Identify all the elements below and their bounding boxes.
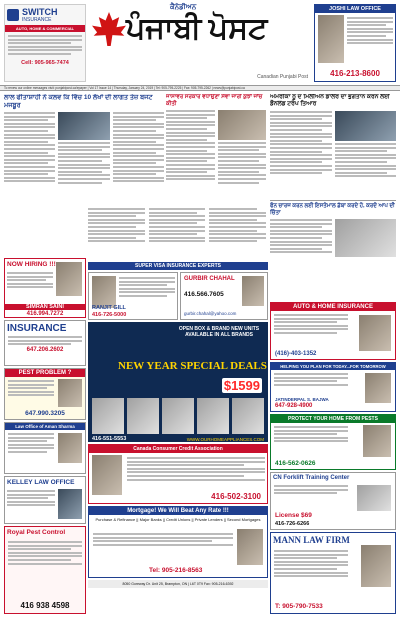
royal-pest-ad <box>4 526 86 614</box>
ranjit-services <box>119 277 175 299</box>
ranjit-phone: 416-726-5000 <box>92 312 127 318</box>
simran-photo <box>56 262 82 296</box>
helping-title: HELPING YOU PLAN FOR TODAY...FOR TOMORROW <box>271 363 395 370</box>
planning-ad <box>270 362 396 412</box>
lawyer-photo <box>318 15 344 63</box>
joshi-title: JOSHI LAW OFFICE <box>315 5 395 13</box>
kelley-ad <box>4 476 86 524</box>
article-right <box>270 94 396 198</box>
planning-list <box>271 370 351 390</box>
royal-pest-phone: 416 938 4598 <box>20 601 70 610</box>
price-tag: $1599 <box>223 378 260 393</box>
credit-phone: 416-502-3100 <box>211 492 261 501</box>
info-bar <box>0 85 400 91</box>
article-left <box>4 94 164 204</box>
jatinder-phone: 647-928-4900 <box>275 403 313 409</box>
jatinder-name: JATINDERPAL S. BAJWA <box>275 397 329 402</box>
ranjit-photo <box>92 276 116 308</box>
mann-photo <box>361 545 391 587</box>
switch-logo <box>5 5 85 25</box>
mortgage-title: Mortgage! We Will Beat Any Rate !!! <box>89 507 267 515</box>
switch-tag: AUTO, HOME & COMMERCIAL <box>5 25 85 32</box>
hiring-ad <box>4 258 86 318</box>
mortgage-sub: Purchase & Refinance || Major Banks || Credit Unions || Private Lenders || Second Mortgages <box>95 517 261 522</box>
mann-phone: T: 905-790-7533 <box>275 603 323 610</box>
credit-text <box>127 457 265 482</box>
gurbir-ad <box>180 272 268 320</box>
new-year-text: NEW YEAR SPECIAL DEALS <box>118 360 267 372</box>
appliance-ad <box>88 322 268 442</box>
article-center-col2 <box>218 142 267 184</box>
pest-phone: 647.990.3205 <box>25 410 65 417</box>
article-mid-left <box>88 208 266 260</box>
auto-phone: (416)-403-1352 <box>275 351 317 357</box>
protect-ad <box>270 414 396 470</box>
forklift-list <box>271 483 351 498</box>
royal-pest-list <box>5 538 85 569</box>
switch-cell: Cell: 905-965-7474 <box>21 59 69 66</box>
aman-title: Law Office of Aman Sharma <box>5 423 85 430</box>
super-visa-banner <box>88 262 268 270</box>
mortgage-photo <box>237 529 263 565</box>
gurbir-phone: 416.566.7605 <box>184 291 224 298</box>
switch-name: SWITCH <box>22 7 58 17</box>
article-right-col2 <box>335 143 397 177</box>
headline-right: ਅਮਰੀਕਾ ਨੂੰ ਦੋ ਮਿਲੀਅਨ ਡਾਲਰ ਦਾ ਭੁਗਤਾਨ ਕਰਨ ਲਈ ਡੌਨਲਡ ਟਰੰਪ ਤਿਆਰ <box>270 94 390 107</box>
stove-icon <box>162 398 194 434</box>
hiring-label: NOW HIRING !!! <box>7 261 56 268</box>
article-left-col2 <box>58 142 109 184</box>
credit-photo <box>92 455 122 495</box>
article-left-col1 <box>4 112 55 185</box>
joshi-services <box>347 17 393 46</box>
openbox-text: OPEN BOX & BRAND NEW UNITS AVAILABLE IN ALL BRANDS <box>178 326 260 338</box>
mortgage-ad <box>88 506 268 578</box>
auto-home-photo <box>359 315 391 351</box>
joshi-ad <box>314 4 396 82</box>
gurbir-name: GURBIR CHAHAL <box>184 276 235 282</box>
aman-list <box>5 430 57 458</box>
pest-ad <box>4 368 86 420</box>
insurance-phone: 647.206.2602 <box>26 346 64 353</box>
appliance-website[interactable]: WWW.OURHOMEAPPLIANCES.COM <box>186 437 264 442</box>
royal-pest-title: Royal Pest Control <box>7 529 66 536</box>
headline-center: ਜਾਸਾਵਰ ਸਰਕਾਰ ਵਧਾਉਣਾ ਸੇਵਾ ਜਾਰੀ ਕੁਝਾਂ ਜਾਂਚ ਕੀਤੀ <box>166 94 263 107</box>
appliance-row <box>92 398 264 434</box>
maple-leaf-icon <box>92 12 126 46</box>
article-photo <box>58 112 109 140</box>
article-right-2 <box>270 200 396 300</box>
forklift-icon <box>357 485 391 511</box>
joshi-phone: 416-213-8600 <box>330 69 380 78</box>
trump-photo <box>335 111 397 141</box>
ranjit-name: RANJIT GILL <box>92 305 126 311</box>
kelley-photo <box>58 489 82 519</box>
pest-label: PEST PROBLEM ? <box>5 369 85 377</box>
tagline: Canadian Punjabi Post <box>257 74 308 80</box>
mortgage-details <box>93 533 233 547</box>
insurance-title: INSURANCE <box>7 323 67 334</box>
forklift-title: CN Forklift Training Center <box>273 475 350 481</box>
aman-photo <box>58 433 82 463</box>
auto-home-ad <box>270 302 396 360</box>
gurbir-email: gurbir.chahal@yahoo.com <box>184 311 237 316</box>
switch-ad <box>4 4 86 82</box>
article-center-photo <box>218 110 267 140</box>
credit-ad <box>88 444 268 504</box>
mann-title: MANN LAW FIRM <box>273 535 350 545</box>
pest-list <box>5 377 57 401</box>
mid-headline: ਫੋਨ ਚਾਰਜ ਕਰਨ ਲਈ ਇਸਤੇਮਾਲ ਡੱਬਾ ਕਰਦੇ ਹੋ, ਕਰਦੋ ਆਪ ਦੀ ਚਿੰਤਾ <box>270 203 395 216</box>
mann-list <box>271 547 351 582</box>
dryer-icon <box>197 398 229 434</box>
masthead <box>90 2 310 82</box>
article-mid-text <box>88 208 266 244</box>
protect-title: PROTECT YOUR HOME FROM PESTS <box>271 415 395 423</box>
simran-name: SIMRAN SAINI <box>5 304 85 310</box>
protect-photo <box>363 425 391 457</box>
page-title: ਪੰਜਾਬੀ ਪੋਸਟ <box>126 12 268 45</box>
article-center-col1 <box>166 110 215 185</box>
super-visa-text: SUPER VISA INSURANCE EXPERTS <box>135 263 221 269</box>
phone-charger-photo <box>335 219 397 257</box>
forklift-phone: 416-726-6266 <box>275 521 310 527</box>
credit-title: Canada Consumer Credit Association <box>89 445 267 453</box>
article-right2-col1 <box>270 219 332 257</box>
forklift-license: License $69 <box>275 512 312 519</box>
auto-home-list <box>271 311 351 339</box>
footer-address: 8050 Goreway Dr. Unit 25, Brampton, ON | L6T 0T9 Fax: 905-216-6392 <box>122 582 234 586</box>
kelley-list <box>5 488 57 510</box>
article-right-col1 <box>270 111 332 179</box>
article-left-col3 <box>113 112 164 185</box>
jatinder-photo <box>365 373 391 403</box>
pest-photo <box>58 379 82 407</box>
fridge-icon <box>92 398 124 434</box>
hiring-list <box>5 270 55 292</box>
gurbir-photo <box>242 276 264 306</box>
protect-list <box>271 423 351 447</box>
pest-phone-right: 416-562-0626 <box>275 460 316 467</box>
insurance-list <box>5 336 85 345</box>
footer-bar <box>88 580 268 588</box>
info-text: To renew our online messages visit: punjabipost.ca/epaper | Vol 17 Issue 14 | Thursday, January 24, 2019 | Tel: 905-795-2225 | Fax: 905-795-2262 | news@punjabipost.ca <box>4 86 245 90</box>
switch-list <box>5 32 85 60</box>
article-center <box>166 94 266 204</box>
auto-home-title: AUTO & HOME INSURANCE <box>271 303 395 311</box>
shield-icon <box>7 9 19 21</box>
kalra-ad <box>4 320 86 366</box>
ranjit-ad <box>88 272 178 320</box>
headline-left: ਲਾਲ ਫੀਤਾਸ਼ਾਹੀ ਨੇ ਕਲਵ ਕਿ ਵਿੱਚ 10 ਲੱਖਾਂ ਦੀ ਲਾਗਤ ਤੇਜ਼ ਬਜਟ ਮਜਬੂਰ <box>4 94 153 109</box>
switch-sub: INSURANCE <box>22 17 52 23</box>
washer-icon <box>127 398 159 434</box>
title-prefix: ਕੈਨੇਡੀਅਨ <box>170 4 197 11</box>
aman-ad <box>4 422 86 474</box>
simran-phone: 416.994.7272 <box>26 311 64 317</box>
forklift-ad <box>270 472 396 530</box>
kelley-title: KELLEY LAW OFFICE <box>7 479 75 486</box>
mortgage-phone: Tel: 905-216-8563 <box>149 567 203 574</box>
appliance-phone: 416-551-5553 <box>92 436 127 442</box>
dishwasher-icon <box>232 398 264 434</box>
mann-ad <box>270 532 396 614</box>
